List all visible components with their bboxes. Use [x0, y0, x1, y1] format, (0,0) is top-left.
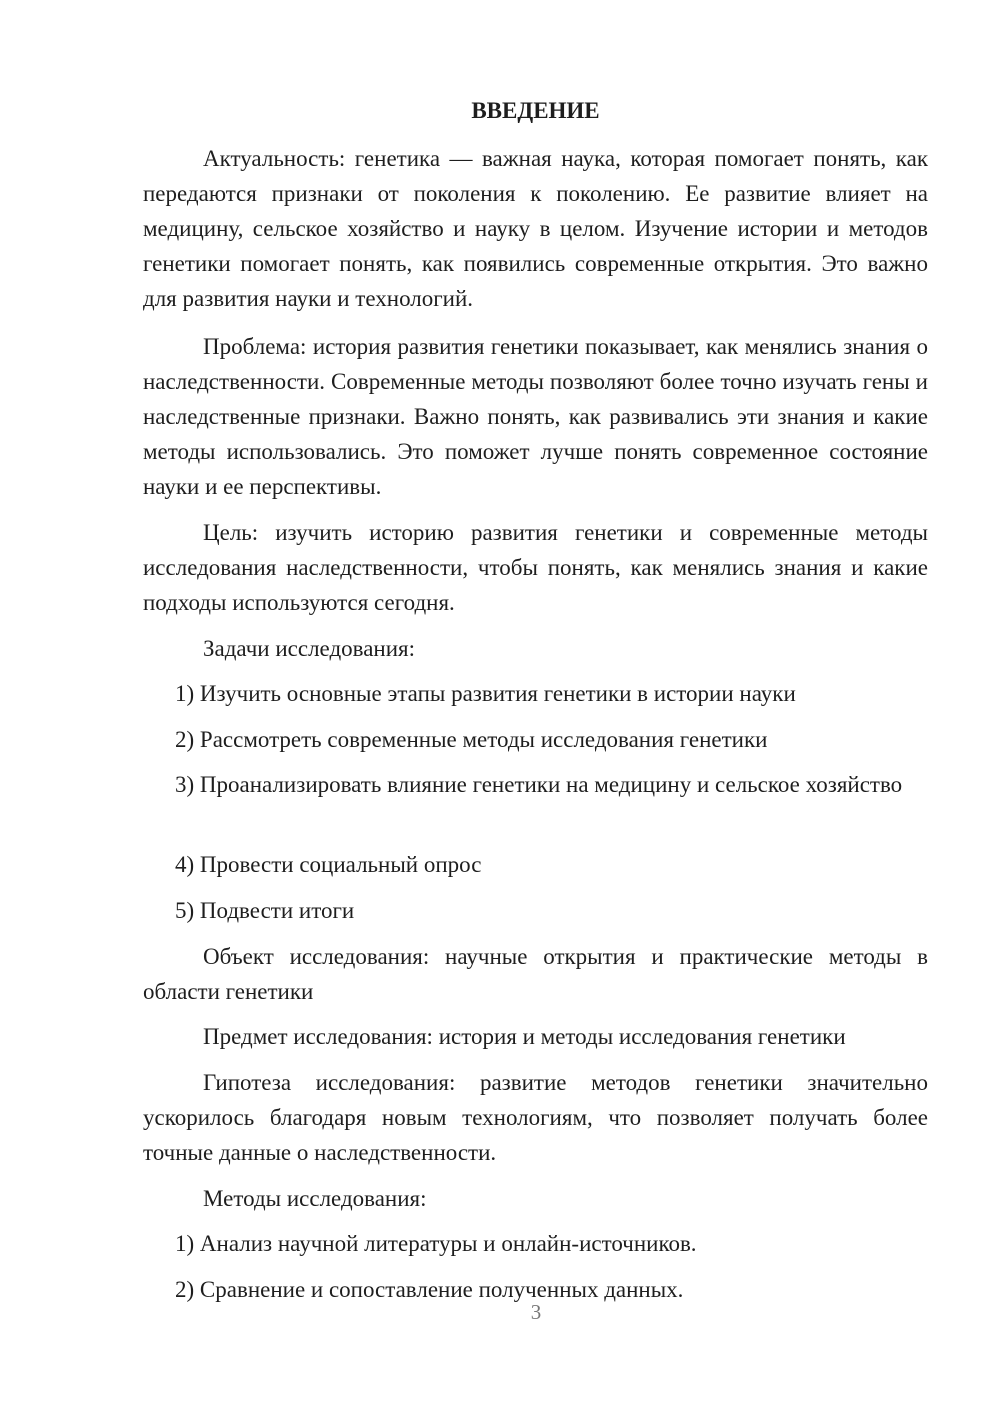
- methods-heading: Методы исследования:: [203, 1186, 427, 1211]
- task-item: 5) Подвести итоги: [175, 898, 355, 923]
- subject-paragraph: Предмет исследования: история и методы исследования генетики: [203, 1024, 846, 1049]
- task-item: 1) Изучить основные этапы развития генетики в истории науки: [175, 681, 796, 706]
- task-item: 2) Рассмотреть современные методы исследования генетики: [175, 727, 768, 752]
- method-item: 2) Сравнение и сопоставление полученных данных.: [175, 1277, 684, 1302]
- goal-paragraph: Цель: изучить историю развития генетики и современные методы исследования наследственности, чтобы понять, как менялись знания и какие подходы используются сегодня.: [143, 520, 928, 615]
- problem-paragraph: Проблема: история развития генетики показывает, как менялись знания о наследственности. Современные методы позволяют более точно изучать гены и наследственные признаки. Важно понять, как развивались эти знания и какие методы использовались. Это поможет лучше понять современное состояние науки и ее перспективы.: [143, 334, 928, 499]
- section-title: ВВЕДЕНИЕ: [471, 98, 600, 123]
- tasks-heading: Задачи исследования:: [203, 636, 416, 661]
- task-item: 3) Проанализировать влияние генетики на медицину и сельское хозяйство: [175, 772, 903, 797]
- hypothesis-paragraph: Гипотеза исследования: развитие методов генетики значительно ускорилось благодаря новым технологиям, что позволяет получать более точные данные о наследственности.: [143, 1070, 928, 1165]
- object-paragraph: Объект исследования: научные открытия и практические методы в области генетики: [143, 944, 928, 1004]
- page-number: 3: [530, 1300, 542, 1324]
- task-item: 4) Провести социальный опрос: [175, 852, 482, 877]
- method-item: 1) Анализ научной литературы и онлайн-источников.: [175, 1231, 697, 1256]
- relevance-paragraph: Актуальность: генетика — важная наука, которая помогает понять, как передаются признаки от поколения к поколению. Ее развитие влияет на медицину, сельское хозяйство и науку в целом. Изучение истории и методов генетики помогает понять, как появились современные открытия. Это важно для развития науки и технологий.: [143, 146, 928, 311]
